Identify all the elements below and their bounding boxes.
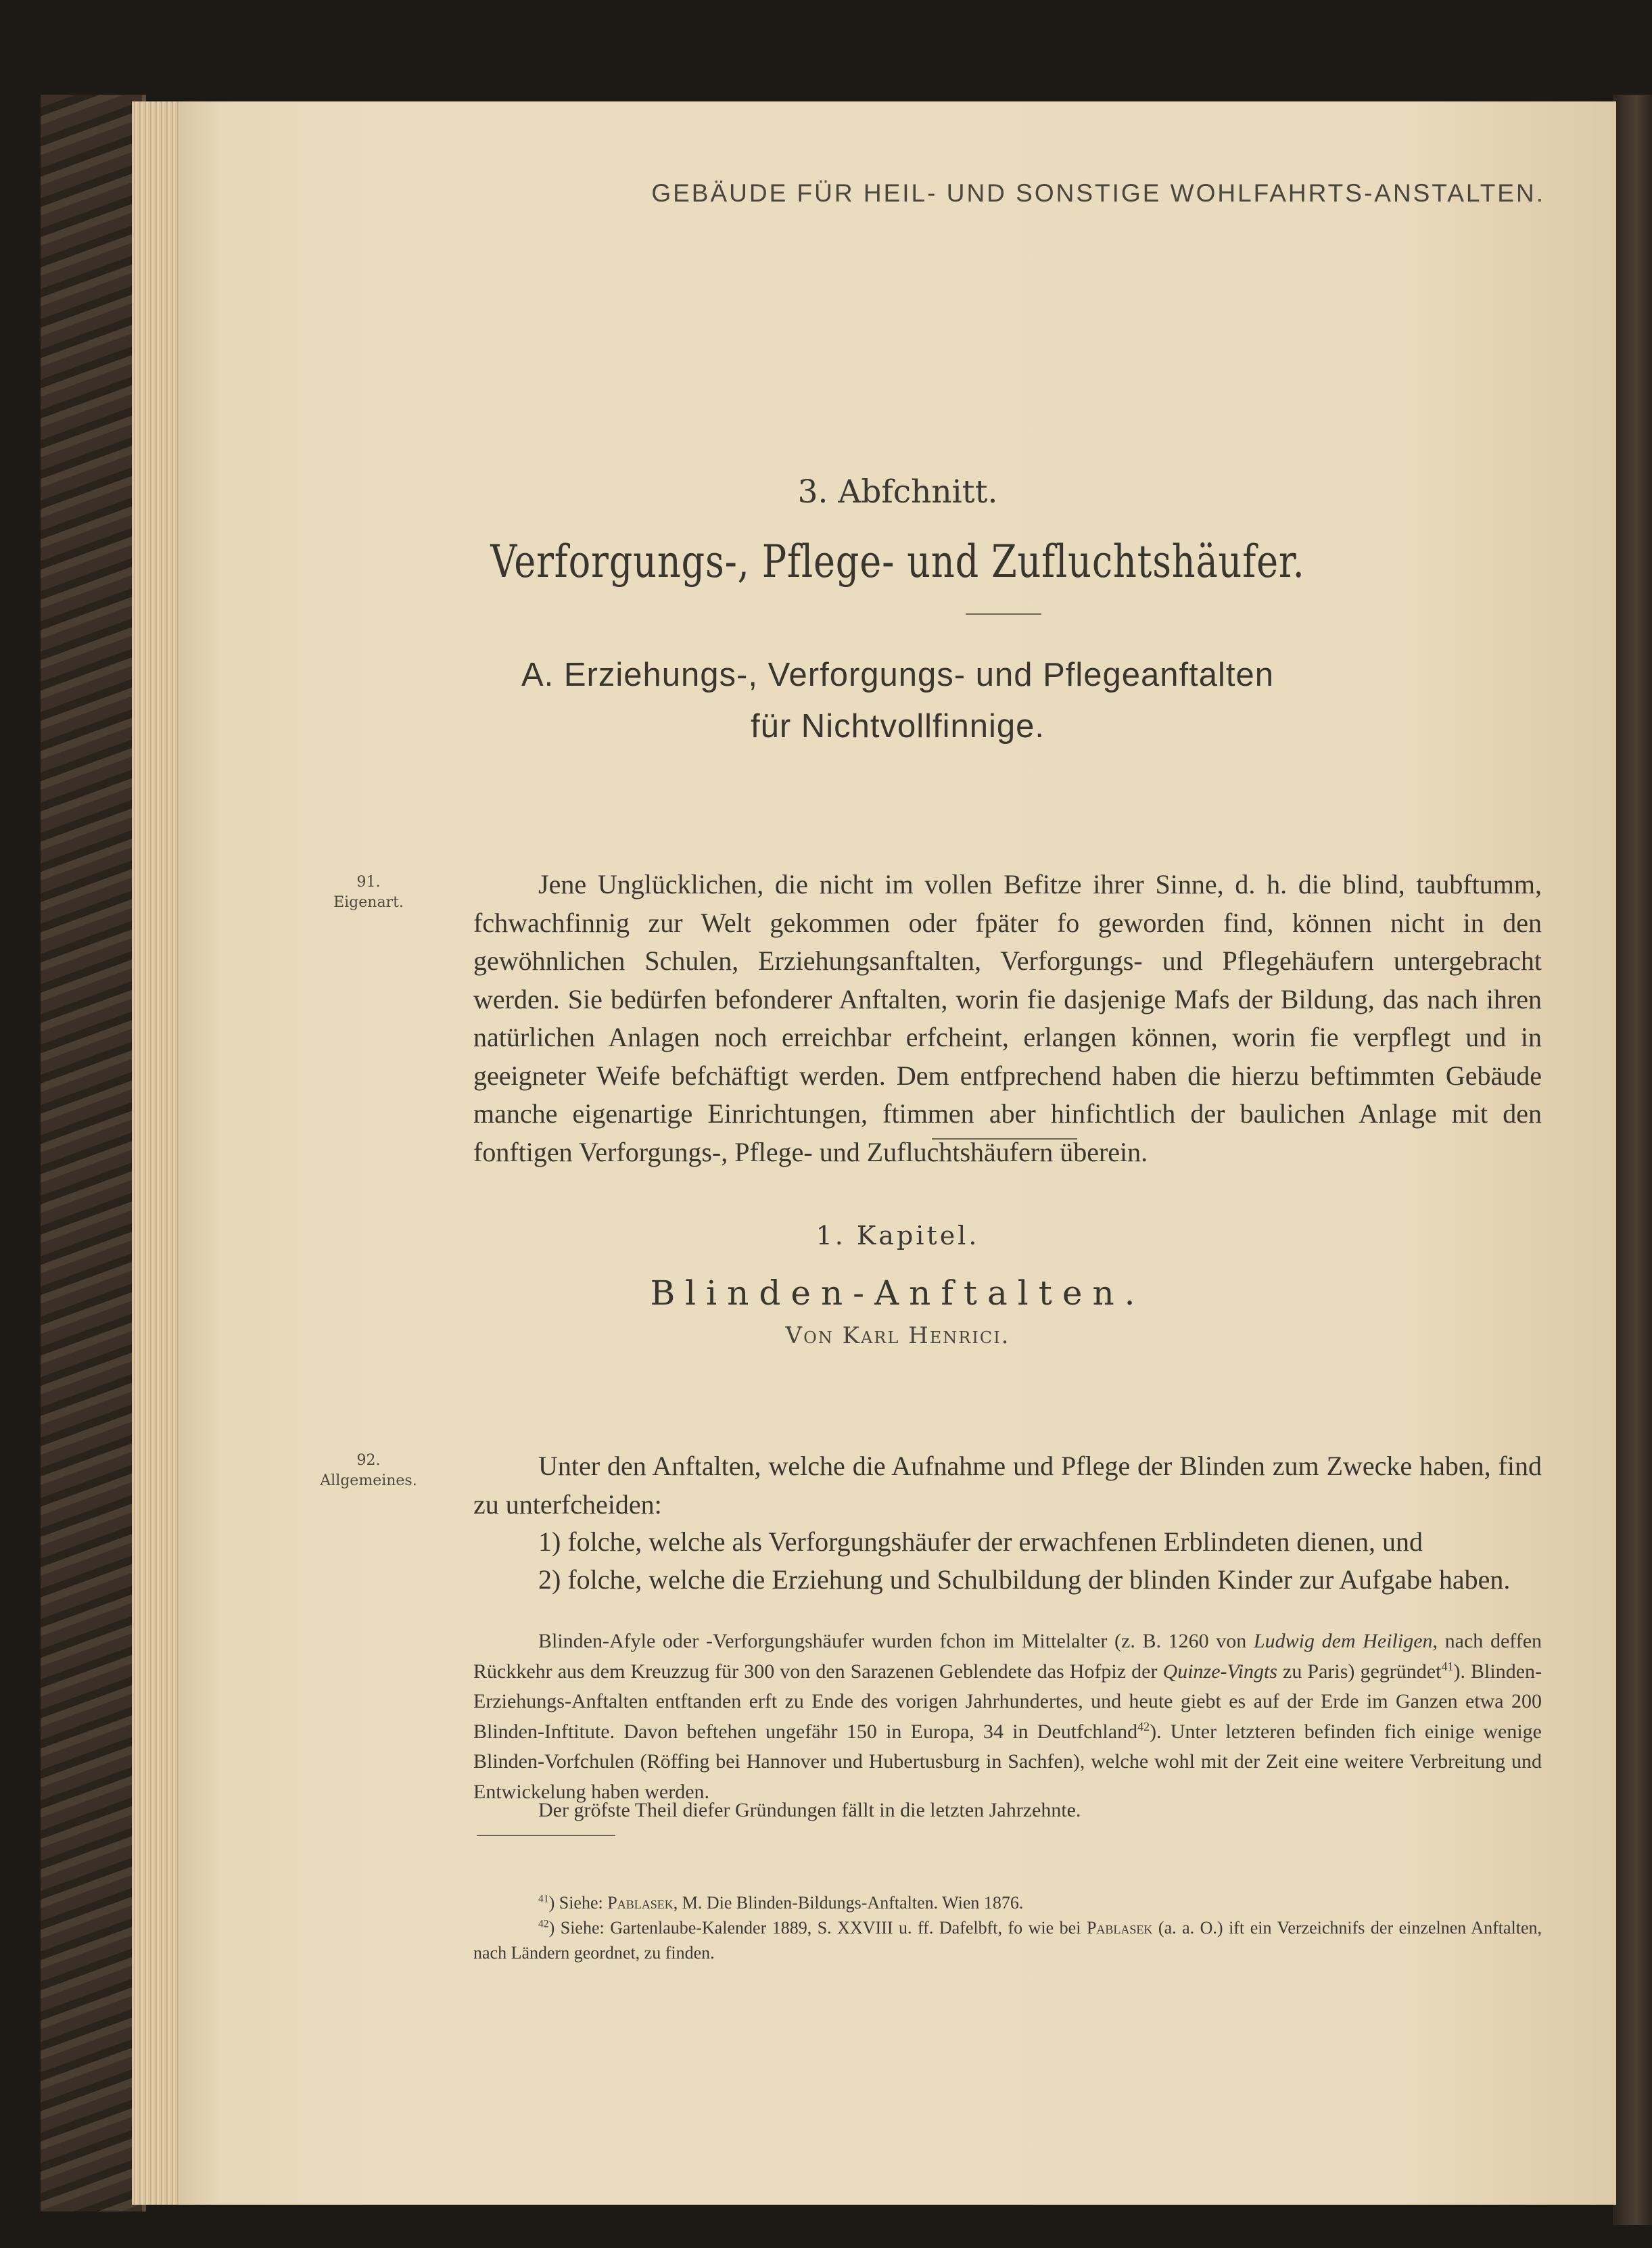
footnote-mark: 42 — [538, 1918, 549, 1930]
footnote-ref[interactable]: 42 — [1137, 1719, 1150, 1733]
margin-note-91 — [277, 872, 460, 913]
small-print-paragraph: Der gröfste Theil diefer Gründungen fällt in die letzten Jahrzehnte. — [538, 1799, 1081, 1821]
subsection-line-1: A. Erziehungs-, Verforgungs- und Pflegeanftalten — [521, 657, 1275, 693]
text-run: zu Paris) gegründet — [1277, 1660, 1442, 1683]
page-edges — [132, 101, 183, 2205]
divider-rule — [966, 613, 1041, 615]
footnote-ref[interactable]: 41 — [1441, 1659, 1454, 1673]
subsection-line-2: für Nichtvollfinnige. — [751, 708, 1045, 745]
section-number: 3. Abfchnitt. — [797, 473, 998, 511]
margin-note-label: Allgemeines. — [320, 1472, 417, 1489]
book-cover-left — [41, 95, 146, 2211]
author-name: Pablasek — [1086, 1918, 1153, 1938]
margin-note-number: 92. — [356, 1452, 381, 1469]
footnote-42 — [473, 1915, 1542, 1965]
footnote-mark: 41 — [538, 1893, 549, 1905]
list-item: 2) folche, welche die Erziehung und Schulbildung der blinden Kinder zur Aufgabe haben. — [538, 1564, 1511, 1595]
chapter-author — [179, 1322, 1616, 1349]
list-item: 1) folche, welche als Verforgungshäufer der erwachfenen Erblindeten dienen, und — [538, 1526, 1423, 1557]
italic-name: Quinze-Vingts — [1162, 1660, 1277, 1683]
text-run: ) Siehe: Gartenlaube-Kalender 1889, S. XXVIII u. ff. Dafelbft, fo wie bei — [548, 1918, 1087, 1938]
book-cover-right — [1613, 95, 1652, 2225]
margin-note-label: Eigenart. — [333, 894, 404, 911]
author-name: Karl Henrici. — [842, 1322, 1010, 1349]
paragraph-eigenart: Jene Unglücklichen, die nicht im vollen Befitze ihrer Sinne, d. h. die blind, taubftumm, fchwachfinnig zur Welt gekommen oder fpäter fo geworden find, können nicht in den gewöhnlichen Schulen, Erziehungsanftalten, Verforgungs- und Pflegehäufern untergebracht werden. Sie bedürfen befonderer Anftalten, worin fie dasjenige Mafs der Bildung, das nach ihren natürlichen Anlagen noch erreichbar erfcheint, erlangen können, worin fie verpflegt und in geeigneter Weife befchäftigt werden. Dem entfprechend haben die hierzu beftimmten Gebäude manche eigenartige Einrichtungen, ftimmen aber hinfichtlich der baulichen Anlage mit den fonftigen Verforgungs-, Pflege- und Zufluchtshäufern überein. — [473, 869, 1542, 1167]
italic-name: Ludwig dem Heiligen — [1253, 1630, 1433, 1652]
text-run: ). Unter letzteren befinden fich einige wenige Blinden-Vorfchulen (Röffing bei Hannover und Hubertusburg in Sachfen), welche wohl mit der Zeit eine weitere Verbreitung und Entwickelung haben werden. — [473, 1720, 1542, 1803]
margin-note-number: 91. — [356, 874, 381, 891]
text-run: Blinden-Afyle oder -Verforgungshäufer wurden fchon im Mittelalter (z. B. 1260 von — [538, 1630, 1254, 1652]
footnote-rule — [477, 1835, 615, 1836]
paragraph-allgemeines: Unter den Anftalten, welche die Aufnahme und Pflege der Blinden zum Zwecke haben, find zu unterfcheiden: — [473, 1451, 1542, 1520]
divider-rule — [932, 1138, 1077, 1140]
author-name: Pablasek — [607, 1893, 674, 1913]
subsection-heading — [179, 649, 1616, 752]
text-run: ). Blinden-Erziehungs-Anftalten entftanden erft zu Ende des vorigen Jahrhundertes, und heute giebt es auf der Erde im Ganzen etwa 200 Blinden-Inftitute. Davon beftehen ungefähr 150 in Europa, 34 in Deutfchland — [473, 1660, 1542, 1743]
footnote-41 — [473, 1890, 1542, 1915]
chapter-number: 1. Kapitel. — [816, 1221, 980, 1250]
text-run: , M. Die Blinden-Bildungs-Anftalten. Wien 1876. — [673, 1893, 1024, 1913]
chapter-title: Blinden-Anftalten. — [650, 1273, 1146, 1313]
text-run: (a. a. O.) ift ein Verzeichnifs der einzelnen Anftalten, nach Ländern geordnet, zu finden. — [473, 1918, 1542, 1963]
margin-note-92 — [277, 1451, 460, 1491]
small-print-paragraph — [473, 1626, 1542, 1807]
text-run: , nach deffen Rückkehr aus dem Kreuzzug für 300 von den Sarazenen Geblendete das Hofpiz der — [473, 1630, 1542, 1683]
running-head: GEBÄUDE FÜR HEIL- UND SONSTIGE WOHLFAHRTS-ANSTALTEN. — [651, 179, 1545, 207]
text-run: ) Siehe: — [548, 1893, 608, 1913]
author-prefix: Von — [785, 1322, 834, 1349]
section-title: Verforgungs-, Pflege- und Zufluchtshäufer. — [490, 536, 1305, 588]
